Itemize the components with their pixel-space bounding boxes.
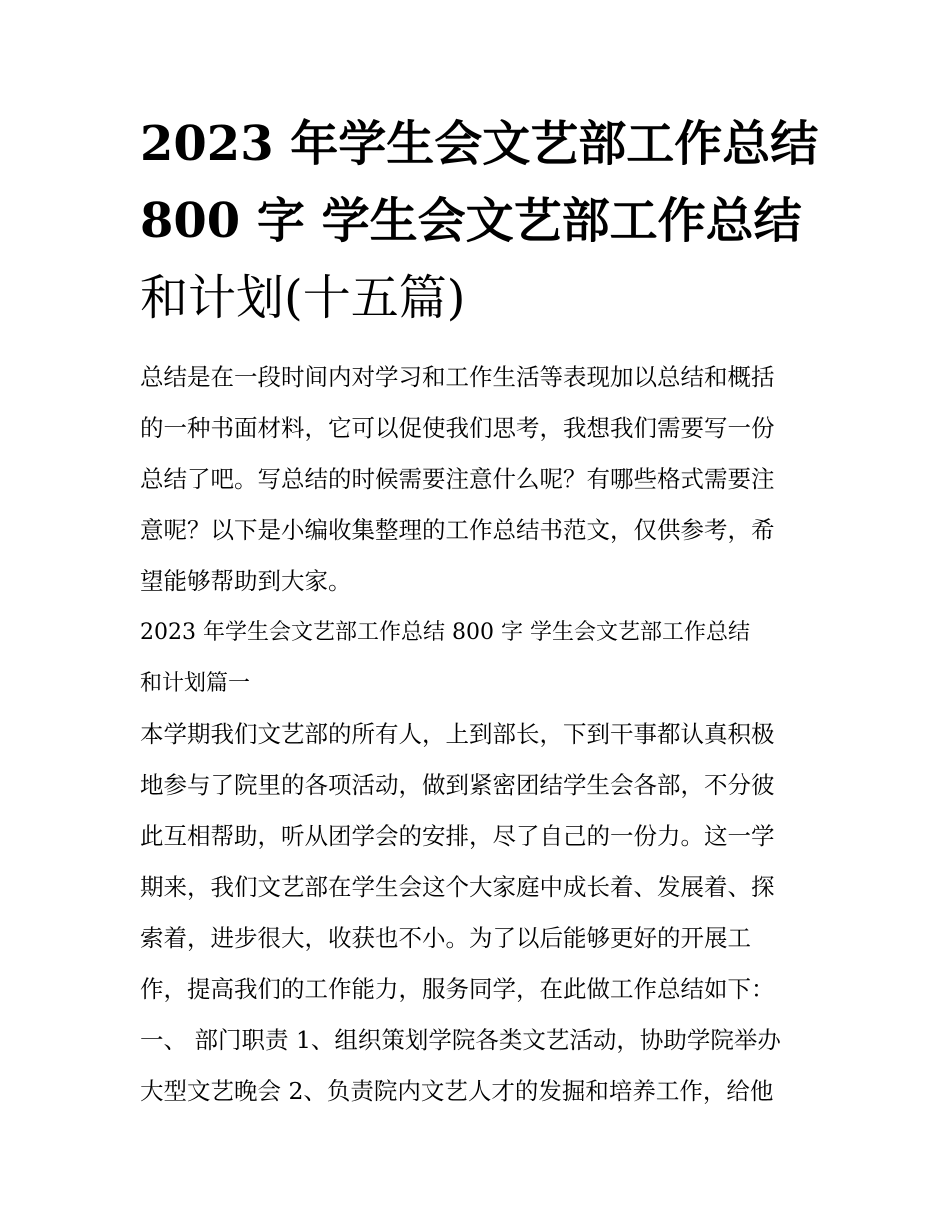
title-line: 2023 年学生会文艺部工作总结 bbox=[140, 116, 819, 172]
heading-line: 和计划篇一 bbox=[140, 671, 251, 696]
heading-line: 2023 年学生会文艺部工作总结 800 字 学生会文艺部工作总结 bbox=[140, 620, 750, 645]
text-line: 期来，我们文艺部在学生会这个大家庭中成长着、发展着、探 bbox=[140, 873, 775, 901]
text-line: 索着，进步很大，收获也不小。为了以后能够更好的开展工 bbox=[140, 924, 751, 952]
text-line: 总结了吧。写总结的时候需要注意什么呢？有哪些格式需要注 bbox=[140, 465, 775, 493]
section-heading bbox=[140, 607, 820, 709]
text-line: 一、 部门职责 1、组织策划学院各类文艺活动，协助学院举办 bbox=[140, 1026, 781, 1054]
title-line: 800 字 学生会文艺部工作总结 bbox=[140, 193, 802, 249]
text-line: 大型文艺晚会 2、负责院内文艺人才的发掘和培养工作，给他 bbox=[140, 1077, 774, 1105]
text-line: 意呢？以下是小编收集整理的工作总结书范文，仅供参考，希 bbox=[140, 516, 775, 544]
document-body bbox=[140, 352, 820, 1117]
text-line: 的一种书面材料，它可以促使我们思考，我想我们需要写一份 bbox=[140, 414, 775, 442]
text-line: 作，提高我们的工作能力，服务同学，在此做工作总结如下： bbox=[140, 975, 775, 1003]
intro-paragraph bbox=[140, 352, 820, 607]
body-paragraph bbox=[140, 709, 820, 1117]
document-title bbox=[140, 106, 820, 337]
text-line: 地参与了院里的各项活动，做到紧密团结学生会各部，不分彼 bbox=[140, 771, 775, 799]
text-line: 总结是在一段时间内对学习和工作生活等表现加以总结和概括 bbox=[140, 363, 775, 391]
title-line: 和计划(十五篇) bbox=[140, 270, 466, 326]
text-line: 望能够帮助到大家。 bbox=[140, 567, 352, 595]
text-line: 本学期我们文艺部的所有人，上到部长，下到干事都认真积极 bbox=[140, 720, 775, 748]
text-line: 此互相帮助，听从团学会的安排，尽了自己的一份力。这一学 bbox=[140, 822, 775, 850]
